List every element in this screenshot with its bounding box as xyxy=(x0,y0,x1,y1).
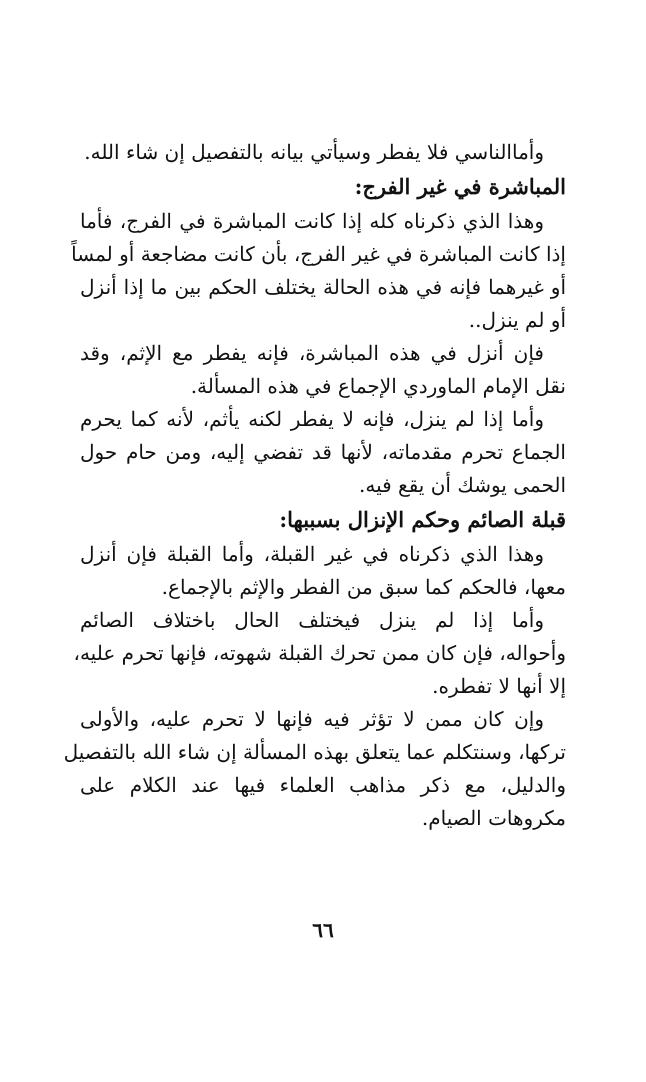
paragraph-line: أو غيرهما فإنه في هذه الحالة يختلف الحكم بين ما إذا أنزل xyxy=(80,275,566,299)
section-heading-qubla: قبلة الصائم وحكم الإنزال بسببها: xyxy=(279,507,566,532)
paragraph-line: أو لم ينزل.. xyxy=(468,308,566,332)
paragraph-line: وإن كان ممن لا تؤثر فيه فإنها لا تحرم عليه، والأولى xyxy=(80,707,544,731)
paragraph-line: وهذا الذي ذكرناه كله إذا كانت المباشرة في الفرج، فأما xyxy=(80,209,544,233)
paragraph-line: وأما إذا لم ينزل فيختلف الحال باختلاف الصائم xyxy=(80,608,544,632)
paragraph-line: تركها، وسنتكلم عما يتعلق بهذه المسألة إن شاء الله بالتفصيل xyxy=(63,740,566,764)
paragraph-line: وأماالناسي فلا يفطر وسيأتي بيانه بالتفصيل إن شاء الله. xyxy=(84,140,544,164)
page-body xyxy=(63,136,566,835)
paragraph-line: الحمى يوشك أن يقع فيه. xyxy=(359,473,566,497)
paragraph-line: وأحواله، فإن كان ممن تحرك القبلة شهوته، فإنها تحرم عليه، xyxy=(73,641,566,665)
paragraph-line: إلا أنها لا تفطره. xyxy=(432,674,566,698)
paragraph-line: وأما إذا لم ينزل، فإنه لا يفطر لكنه يأثم، لأنه كما يحرم xyxy=(80,407,544,431)
paragraph-line: فإن أنزل في هذه المباشرة، فإنه يفطر مع الإثم، وقد xyxy=(80,341,544,365)
paragraph-line: وهذا الذي ذكرناه في غير القبلة، وأما القبلة فإن أنزل xyxy=(80,542,544,566)
section-heading-mubashara: المباشرة في غير الفرج: xyxy=(354,174,566,199)
paragraph-line: نقل الإمام الماوردي الإجماع في هذه المسألة. xyxy=(190,374,566,398)
paragraph-line: الجماع تحرم مقدماته، لأنها قد تفضي إليه، ومن حام حول xyxy=(80,440,566,464)
page-number: ٦٦ xyxy=(312,918,334,942)
paragraph-line: إذا كانت المباشرة في غير الفرج، بأن كانت مضاجعة أو لمساً xyxy=(71,242,566,266)
paragraph-line: معها، فالحكم كما سبق من الفطر والإثم بالإجماع. xyxy=(161,575,566,599)
paragraph-line: مكروهات الصيام. xyxy=(421,806,566,830)
paragraph-line: والدليل، مع ذكر مذاهب العلماء فيها عند الكلام على xyxy=(80,773,566,797)
